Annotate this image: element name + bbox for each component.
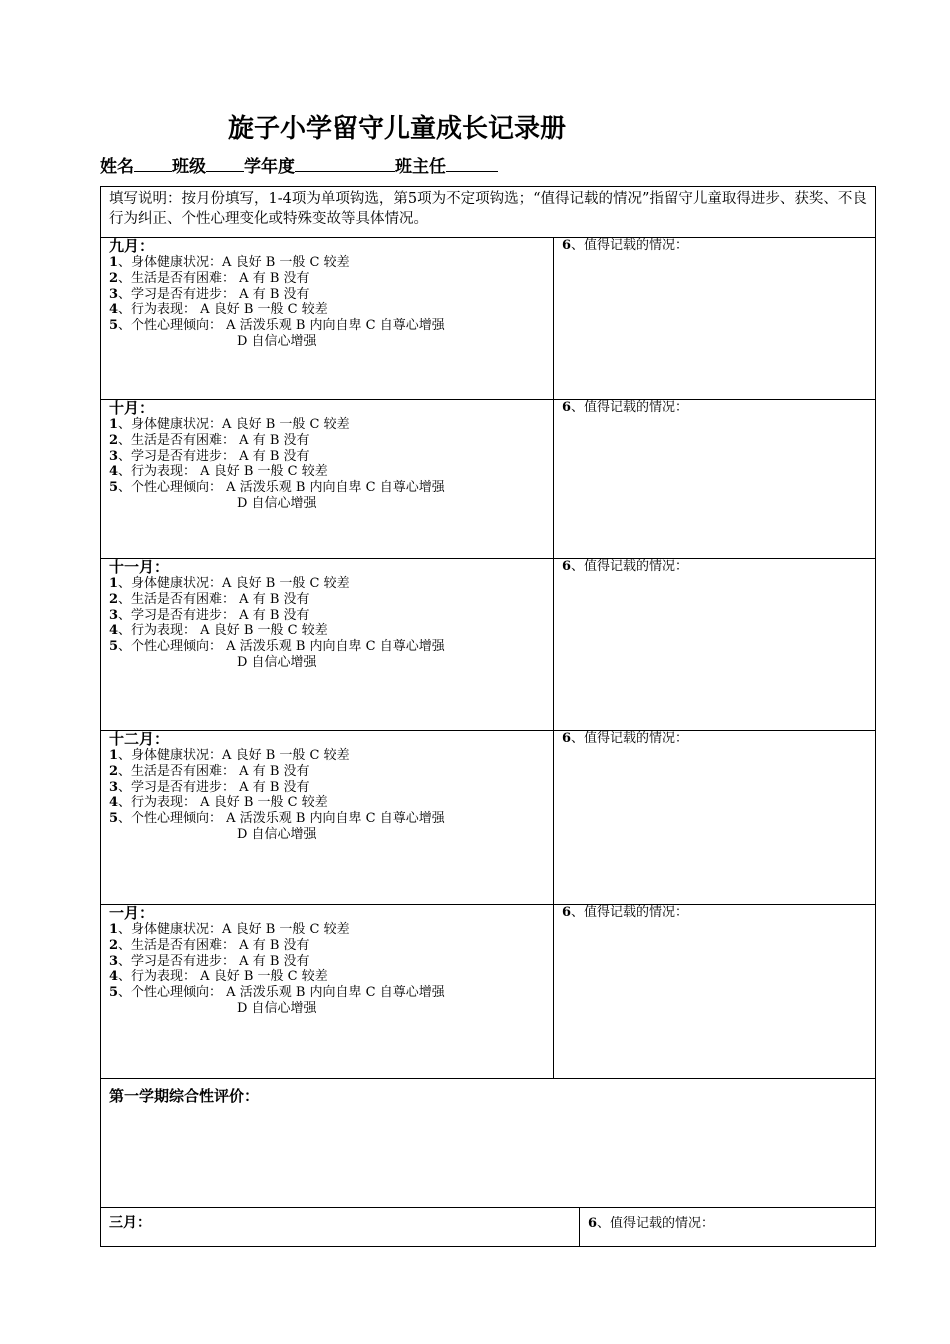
item-health: 1、身体健康状况：A 良好 B 一般 C 较差	[109, 922, 350, 937]
notable-label: 6、值得记载的情况：	[588, 1216, 715, 1231]
item-living: 2、生活是否有困难： A 有 B 没有	[109, 937, 310, 953]
item-psychology: 5、个性心理倾向： A 活泼乐观 B 内向自卑 C 自尊心增强	[109, 318, 445, 334]
name-blank[interactable]	[134, 155, 172, 172]
item-behavior: 4、行为表现： A 良好 B 一般 C 较差	[109, 795, 328, 811]
month-cell-march[interactable]	[100, 1207, 580, 1247]
notable-cell[interactable]	[553, 399, 876, 559]
item-study: 3、学习是否有进步： A 有 B 没有	[109, 286, 310, 302]
month-cell[interactable]	[100, 237, 554, 400]
item-psychology: 5、个性心理倾向： A 活泼乐观 B 内向自卑 C 自尊心增强	[109, 985, 445, 1001]
month-label: 一月：	[109, 904, 155, 922]
item-living: 2、生活是否有困难： A 有 B 没有	[109, 591, 310, 607]
instructions: 填写说明：按月份填写，1-4项为单项钩选，第5项为不定项钩选；“值得记载的情况”指留守儿童取得进步、获奖、不良行为纠正、个性心理变化或特殊变故等具体情况。	[100, 186, 876, 238]
item-study: 3、学习是否有进步： A 有 B 没有	[109, 448, 310, 464]
notable-label: 6、值得记载的情况：	[562, 238, 689, 253]
month-cell[interactable]	[100, 730, 554, 905]
item-health: 1、身体健康状况：A 良好 B 一般 C 较差	[109, 576, 350, 591]
year-label: 学年度	[244, 157, 295, 177]
month-label: 三月：	[109, 1215, 151, 1231]
student-info-line	[100, 152, 498, 177]
item-behavior: 4、行为表现： A 良好 B 一般 C 较差	[109, 969, 328, 985]
item-study: 3、学习是否有进步： A 有 B 没有	[109, 779, 310, 795]
item-psychology: 5、个性心理倾向： A 活泼乐观 B 内向自卑 C 自尊心增强	[109, 639, 445, 655]
summary-label: 第一学期综合性评价：	[109, 1087, 260, 1105]
item-psychology: 5、个性心理倾向： A 活泼乐观 B 内向自卑 C 自尊心增强	[109, 480, 445, 496]
year-blank[interactable]	[295, 155, 395, 172]
name-label: 姓名	[100, 157, 134, 177]
item-living: 2、生活是否有困难： A 有 B 没有	[109, 432, 310, 448]
item-behavior: 4、行为表现： A 良好 B 一般 C 较差	[109, 464, 328, 480]
semester-summary[interactable]	[100, 1078, 876, 1208]
month-label: 九月：	[109, 237, 155, 255]
notable-cell[interactable]	[553, 904, 876, 1079]
notable-cell[interactable]	[553, 730, 876, 905]
item-psychology-d: D 自信心增强	[237, 1000, 317, 1016]
item-health: 1、身体健康状况：A 良好 B 一般 C 较差	[109, 255, 350, 270]
notable-cell[interactable]	[553, 558, 876, 731]
teacher-blank[interactable]	[446, 155, 498, 172]
item-psychology-d: D 自信心增强	[237, 495, 317, 511]
notable-label: 6、值得记载的情况：	[562, 905, 689, 920]
teacher-label: 班主任	[395, 157, 446, 177]
notable-cell-march[interactable]	[579, 1207, 876, 1247]
notable-cell[interactable]	[553, 237, 876, 400]
class-blank[interactable]	[206, 155, 244, 172]
month-label: 十二月：	[109, 730, 170, 748]
item-psychology-d: D 自信心增强	[237, 826, 317, 842]
class-label: 班级	[172, 157, 206, 177]
item-living: 2、生活是否有困难： A 有 B 没有	[109, 270, 310, 286]
item-study: 3、学习是否有进步： A 有 B 没有	[109, 607, 310, 623]
month-label: 十月：	[109, 399, 155, 417]
month-cell[interactable]	[100, 399, 554, 559]
item-health: 1、身体健康状况：A 良好 B 一般 C 较差	[109, 417, 350, 432]
month-label: 十一月：	[109, 558, 170, 576]
item-living: 2、生活是否有困难： A 有 B 没有	[109, 763, 310, 779]
item-psychology-d: D 自信心增强	[237, 654, 317, 670]
month-cell[interactable]	[100, 904, 554, 1079]
item-study: 3、学习是否有进步： A 有 B 没有	[109, 953, 310, 969]
item-behavior: 4、行为表现： A 良好 B 一般 C 较差	[109, 623, 328, 639]
notable-label: 6、值得记载的情况：	[562, 731, 689, 746]
item-behavior: 4、行为表现： A 良好 B 一般 C 较差	[109, 302, 328, 318]
page-title: 旋子小学留守儿童成长记录册	[228, 114, 567, 144]
notable-label: 6、值得记载的情况：	[562, 559, 689, 574]
month-cell[interactable]	[100, 558, 554, 731]
item-health: 1、身体健康状况：A 良好 B 一般 C 较差	[109, 748, 350, 763]
item-psychology: 5、个性心理倾向： A 活泼乐观 B 内向自卑 C 自尊心增强	[109, 811, 445, 827]
item-psychology-d: D 自信心增强	[237, 333, 317, 349]
notable-label: 6、值得记载的情况：	[562, 400, 689, 415]
